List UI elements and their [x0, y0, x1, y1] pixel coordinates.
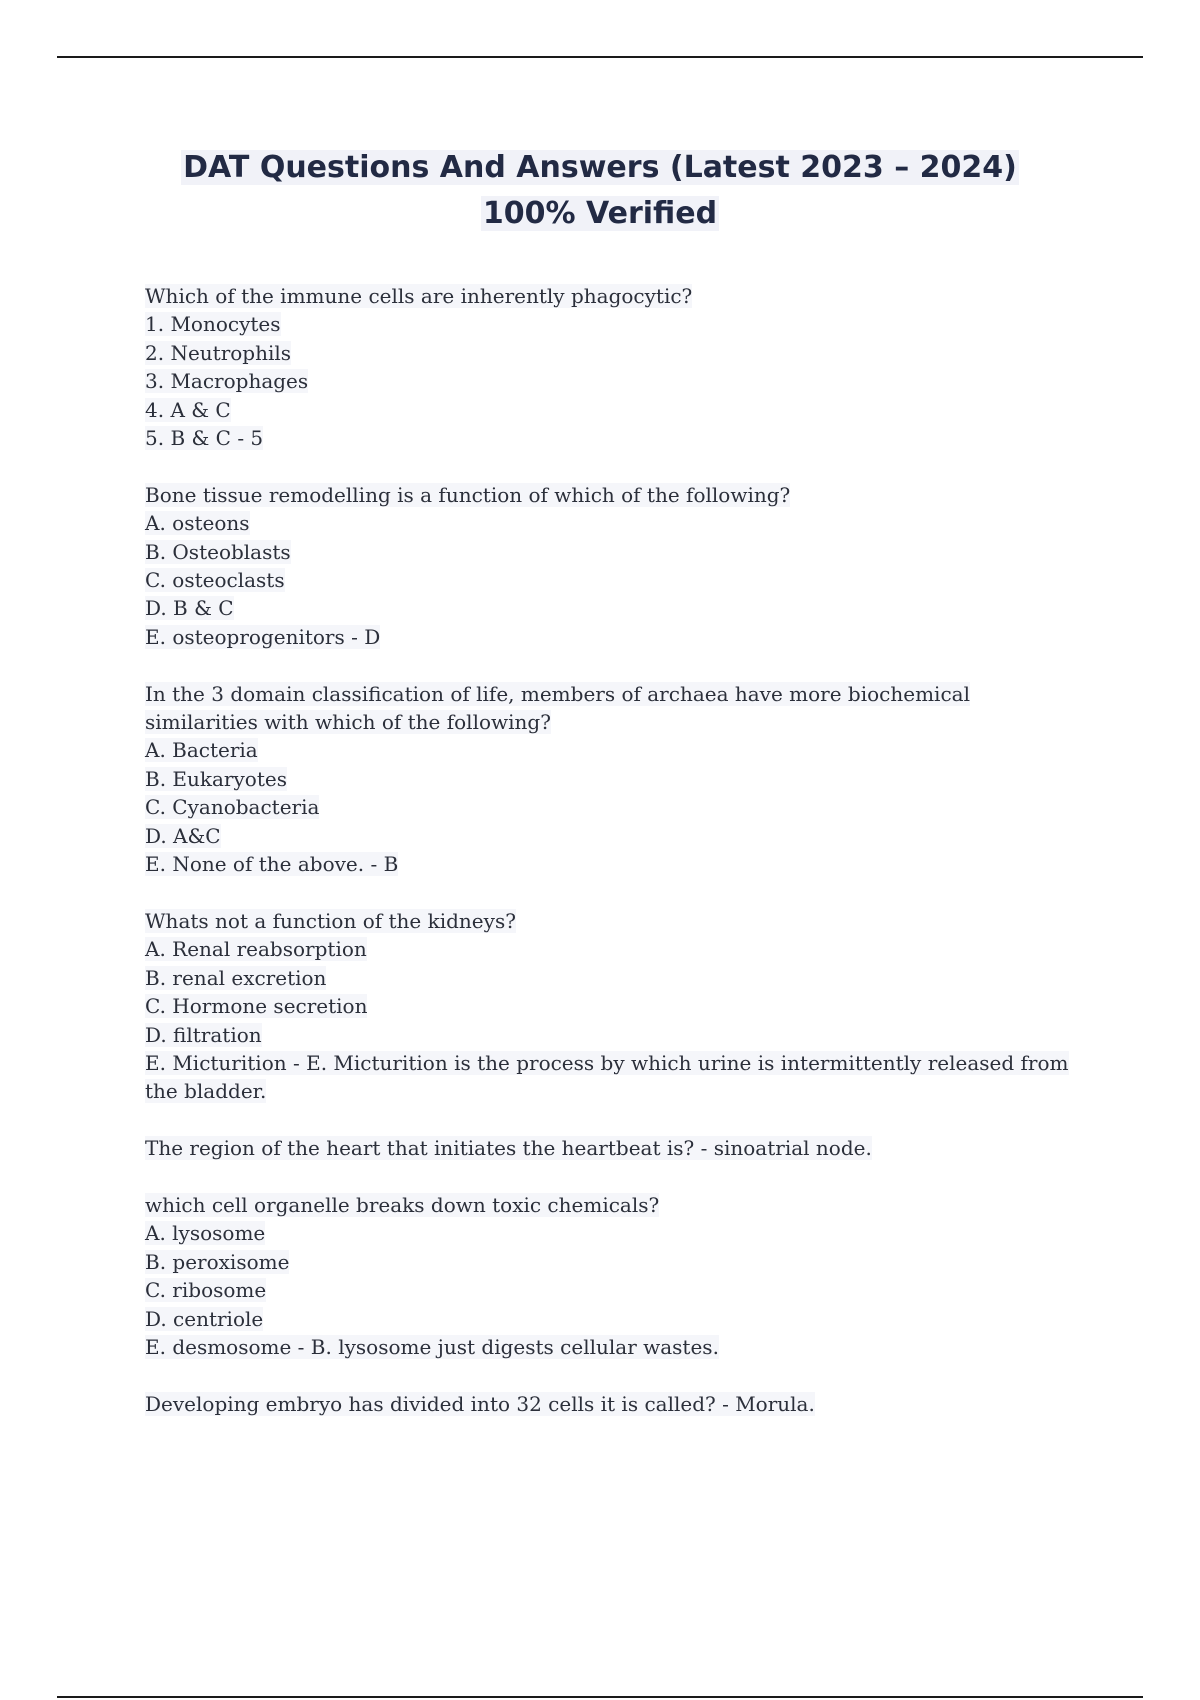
question-text-continued: similarities with which of the following? [145, 710, 551, 735]
footer-rule [57, 1696, 1143, 1698]
question-with-answer: The region of the heart that initiates the heartbeat is? - sinoatrial node. [145, 1136, 872, 1161]
answer-option: C. ribosome [145, 1278, 267, 1303]
answer-option: D. B & C [145, 596, 234, 621]
question-block-1 [145, 282, 1095, 452]
header-rule [57, 56, 1143, 58]
answer-option: B. Eukaryotes [145, 766, 287, 791]
answer-option-with-answer: 5. B & C - 5 [145, 426, 264, 451]
answer-option: B. peroxisome [145, 1249, 290, 1274]
title-line-1: DAT Questions And Answers (Latest 2023 – 2024) [183, 150, 1017, 185]
answer-option: B. renal excretion [145, 965, 327, 990]
question-text: In the 3 domain classification of life, members of archaea have more biochemical [145, 681, 970, 706]
question-text: Which of the immune cells are inherently phagocytic? [145, 284, 693, 308]
answer-option: B. Osteoblasts [145, 539, 291, 564]
question-text: which cell organelle breaks down toxic chemicals? [145, 1192, 660, 1217]
answer-option: D. filtration [145, 1022, 262, 1047]
answer-option: D. A&C [145, 823, 221, 848]
answer-option: A. lysosome [145, 1221, 266, 1246]
answer-option: A. osteons [145, 511, 250, 536]
answer-explanation-continued: the bladder. [145, 1079, 267, 1104]
question-block-4 [145, 907, 1095, 1106]
question-block-7 [145, 1390, 1095, 1418]
answer-option: D. centriole [145, 1306, 264, 1331]
answer-option-with-answer: E. osteoprogenitors - D [145, 624, 381, 649]
answer-option: 4. A & C [145, 397, 231, 422]
question-with-answer: Developing embryo has divided into 32 cells it is called? - Morula. [145, 1391, 815, 1416]
answer-option: C. Cyanobacteria [145, 795, 320, 820]
answer-option: 1. Monocytes [145, 312, 281, 337]
question-block-3 [145, 680, 1095, 879]
question-block-6 [145, 1191, 1095, 1361]
question-text: Bone tissue remodelling is a function of which of the following? [145, 482, 791, 507]
answer-option-with-answer: E. Micturition - E. Micturition is the process by which urine is intermittently released from [145, 1050, 1069, 1075]
answer-option-with-answer: E. None of the above. - B [145, 852, 399, 877]
title-line-2: 100% Verified [482, 196, 718, 231]
document-title [0, 145, 1200, 237]
question-block-2 [145, 481, 1095, 651]
answer-option: C. osteoclasts [145, 568, 285, 593]
answer-option: 3. Macrophages [145, 369, 309, 394]
questions-list [145, 282, 1095, 1447]
question-block-5 [145, 1134, 1095, 1162]
answer-option: C. Hormone secretion [145, 994, 368, 1019]
question-text: Whats not a function of the kidneys? [145, 908, 516, 933]
answer-option: 2. Neutrophils [145, 340, 292, 365]
answer-option: A. Bacteria [145, 738, 258, 763]
answer-option-with-answer: E. desmosome - B. lysosome just digests cellular wastes. [145, 1334, 719, 1359]
answer-option: A. Renal reabsorption [145, 937, 367, 962]
